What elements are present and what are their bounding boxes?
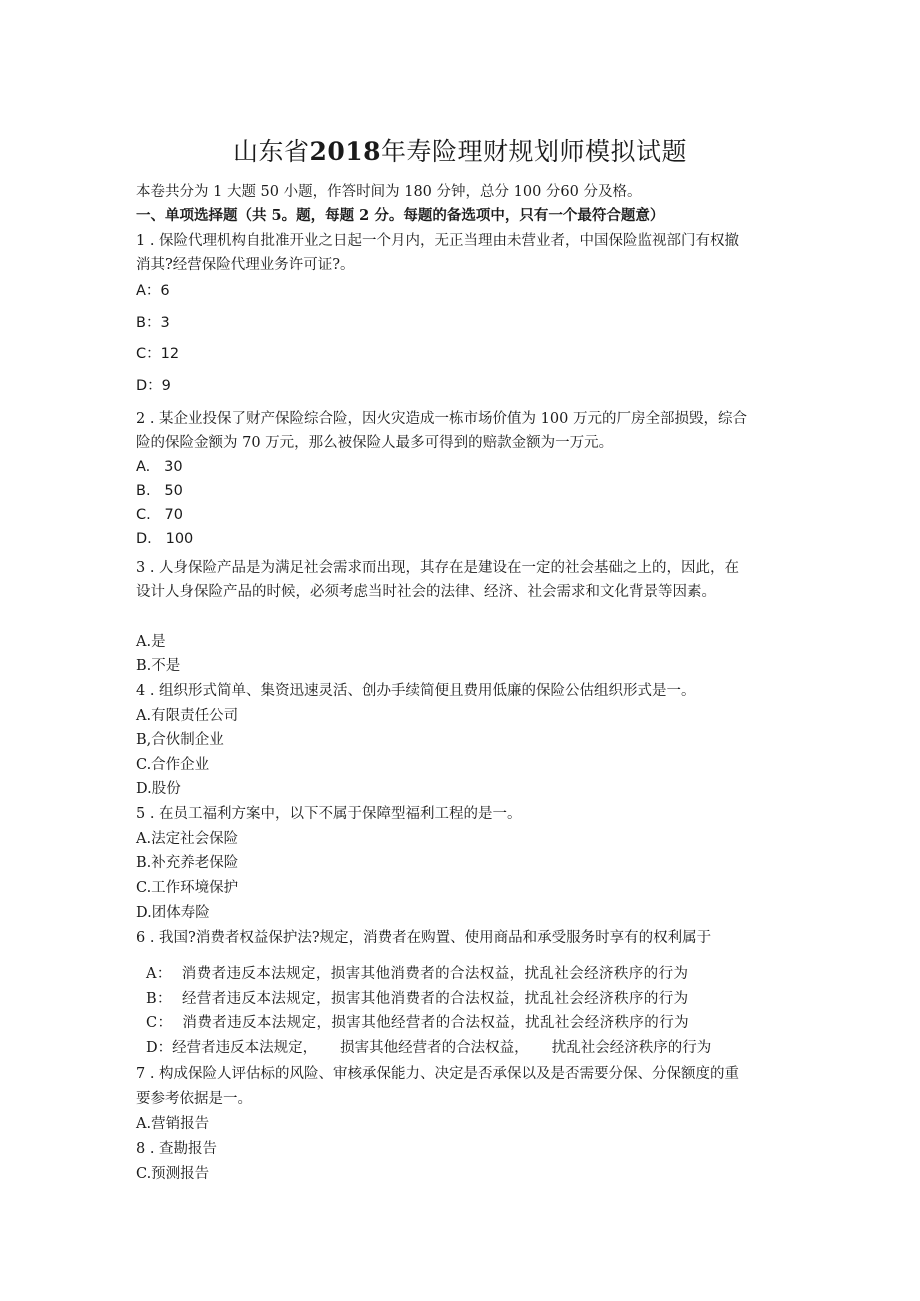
question-6-stem: 6 . 我国?消费者权益保护法?规定，消费者在购置、使用商品和承受服务时享有的权利属于 (136, 930, 712, 946)
question-1-option-c: C：12 (136, 346, 180, 362)
question-2-option-c: C. 70 (136, 507, 184, 523)
question-5-option-d: D.团体寿险 (136, 905, 210, 921)
question-3-stem-line-2: 设计人身保险产品的时候，必须考虑当时社会的法律、经济、社会需求和文化背景等因素。 (136, 584, 716, 600)
question-1-option-d: D：9 (136, 378, 171, 394)
question-7-option-a: A.营销报告 (136, 1116, 210, 1132)
title-part2: 年寿险理财规划师模拟试题 (381, 137, 688, 166)
question-5-option-a: A.法定社会保险 (136, 831, 239, 847)
question-2-option-b: B. 50 (136, 483, 183, 499)
question-5-stem: 5 . 在员工福利方案中，以下不属于保障型福利工程的是一。 (136, 806, 522, 822)
document-title (0, 136, 920, 168)
question-5-option-c: C.工作环境保护 (136, 880, 239, 896)
question-6-option-b: B： 经营者违反本法规定，损害其他消费者的合法权益，扰乱社会经济秩序的行为 (146, 991, 689, 1007)
question-8-option-c: C.预测报告 (136, 1166, 210, 1182)
question-8-stem: 8 . 查勘报告 (136, 1141, 218, 1157)
question-4-option-c: C.合作企业 (136, 757, 210, 773)
question-3-option-b: B.不是 (136, 658, 181, 674)
title-year: 2018 (309, 137, 382, 166)
question-6-option-d: D：经营者违反本法规定， 损害其他经营者的合法权益， 扰乱社会经济秩序的行为 (146, 1040, 712, 1056)
question-2-option-d: D. 100 (136, 531, 194, 547)
question-2-option-a: A. 30 (136, 459, 183, 475)
question-2-stem-line-2: 险的保险金额为 70 万元，那么被保险人最多可得到的赔款金额为一万元。 (136, 435, 614, 451)
section-heading: 一、单项选择题（共 5。题，每题 2 分。每题的备选项中，只有一个最符合题意） (136, 207, 665, 224)
question-1-stem-line-2: 消其?经营保险代理业务许可证?。 (136, 257, 355, 273)
title-part1: 山东省 (232, 137, 310, 166)
question-4-option-b: B,合伙制企业 (136, 732, 224, 748)
question-6-option-a: A： 消费者违反本法规定，损害其他消费者的合法权益，扰乱社会经济秩序的行为 (146, 966, 689, 982)
exam-intro: 本卷共分为 1 大题 50 小题，作答时间为 180 分钟，总分 100 分60 分及格。 (136, 184, 642, 200)
question-4-stem: 4 . 组织形式简单、集资迅速灵活、创办手续简便且费用低廉的保险公估组织形式是一。 (136, 683, 696, 699)
question-1-stem-line-1: 1 . 保险代理机构自批准开业之日起一个月内，无正当理由未营业者，中国保险监视部门有权撤 (136, 233, 740, 249)
question-7-stem-line-1: 7 . 构成保险人评估标的风险、审核承保能力、决定是否承保以及是否需要分保、分保额度的重 (136, 1066, 740, 1082)
question-3-option-a: A.是 (136, 634, 166, 650)
question-5-option-b: B.补充养老保险 (136, 855, 239, 871)
question-4-option-d: D.股份 (136, 781, 181, 797)
question-2-stem-line-1: 2 . 某企业投保了财产保险综合险，因火灾造成一栋市场价值为 100 万元的厂房全部损毁，综合 (136, 411, 747, 427)
question-1-option-b: B：3 (136, 315, 170, 331)
question-3-stem-line-1: 3 . 人身保险产品是为满足社会需求而出现，其存在是建设在一定的社会基础之上的，因此，在 (136, 560, 740, 576)
question-7-stem-line-2: 要参考依据是一。 (136, 1091, 252, 1107)
question-6-option-c: C： 消费者违反本法规定，损害其他经营者的合法权益，扰乱社会经济秩序的行为 (146, 1015, 690, 1031)
question-1-option-a: A：6 (136, 283, 170, 299)
question-4-option-a: A.有限责任公司 (136, 708, 239, 724)
